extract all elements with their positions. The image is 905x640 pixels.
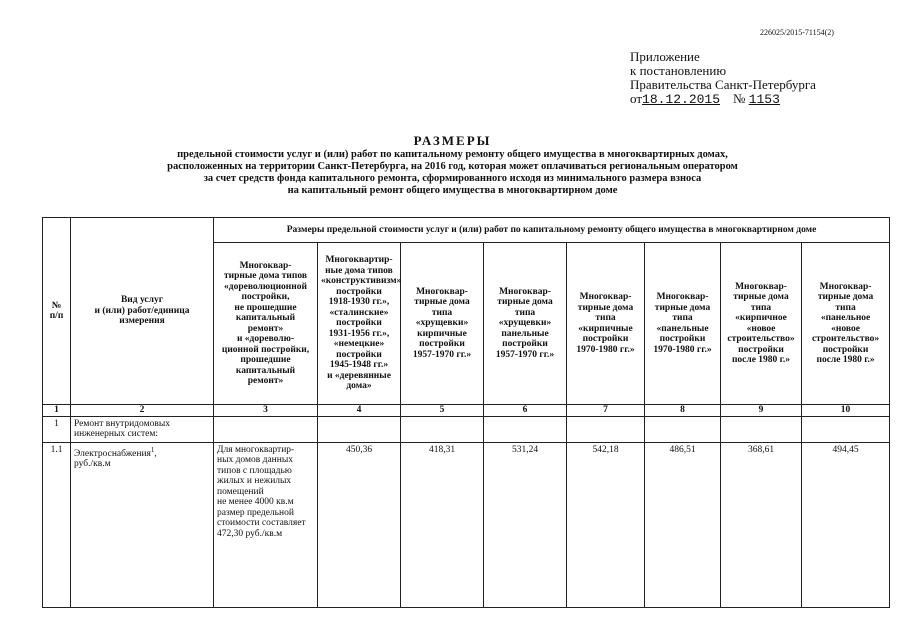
- row-name-text: Электроснабжения: [74, 448, 151, 459]
- col-number: 5: [401, 405, 484, 417]
- value-cell: 450,36: [318, 442, 401, 607]
- col-number: 3: [214, 405, 318, 417]
- title-line4: на капитальный ремонт общего имущества в многоквартирном доме: [287, 185, 618, 196]
- appendix-line1: Приложение: [630, 49, 700, 64]
- cost-table: [42, 217, 890, 608]
- resolution-date: 18.12.2015: [642, 92, 721, 107]
- header-col3: Многоквар- тирные дома типов «дореволюционной постройки, не прошедшие капитальный ремонт» и «дореволю- ционной постройки, прошедшие капитальный ремонт»: [214, 243, 318, 405]
- value-cell: 368,61: [721, 442, 802, 607]
- date-prefix: от: [630, 91, 643, 106]
- col-number: 4: [318, 405, 401, 417]
- row-name: Ремонт внутридомовых инженерных систем:: [71, 416, 214, 442]
- row-name: [71, 442, 214, 607]
- table-row: [43, 442, 890, 607]
- header-number: № п/п: [43, 218, 71, 405]
- header-col8: Многоквар- тирные дома типа «панельные постройки 1970-1980 гг.»: [645, 243, 721, 405]
- table-row: [43, 416, 890, 442]
- value-cell: 531,24: [484, 442, 567, 607]
- header-col6: Многоквар- тирные дома типа «хрущевки» панельные постройки 1957-1970 гг.»: [484, 243, 567, 405]
- col-number: 8: [645, 405, 721, 417]
- header-col7: Многоквар- тирные дома типа «кирпичные постройки 1970-1980 гг.»: [567, 243, 645, 405]
- col-number: 10: [802, 405, 890, 417]
- title-line2: расположенных на территории Санкт-Петербурга, на 2016 год, которая может оплачиваться региональным оператором: [167, 161, 738, 172]
- appendix-line2: к постановлению: [630, 63, 727, 78]
- value-cell: 542,18: [567, 442, 645, 607]
- col-number: 2: [71, 405, 214, 417]
- appendix-date-line: [630, 92, 816, 107]
- row-unit: , руб./кв.м: [74, 448, 157, 470]
- value-cell: 494,45: [802, 442, 890, 607]
- row-number: 1: [43, 416, 71, 442]
- number-prefix: №: [733, 91, 746, 106]
- row-note: Для многоквартир- ных домов данных типов с площадью жилых и нежилых помещений не менее 4000 кв.м размер предельной стоимости составляет 472,30 руб./кв.м: [214, 442, 318, 607]
- title-heading: РАЗМЕРЫ: [413, 133, 492, 148]
- column-number-row: [43, 405, 890, 417]
- title-line1: предельной стоимости услуг и (или) работ по капитальному ремонту общего имущества в многоквартирных домах,: [177, 149, 728, 160]
- appendix-line3: Правительства Санкт-Петербурга: [630, 77, 816, 92]
- resolution-number: 1153: [748, 92, 780, 107]
- header-col4: Многоквартир- ные дома типов «конструктивизм» постройки 1918-1930 гг.», «сталинские» постройки 1931-1956 гг.», «немецкие» постройки 1945-1948 гг.» и «деревянные дома»: [318, 243, 401, 405]
- header-group: Размеры предельной стоимости услуг и (или) работ по капитальному ремонту общего имущества в многоквартирном доме: [214, 218, 890, 243]
- col-number: 1: [43, 405, 71, 417]
- col-number: 9: [721, 405, 802, 417]
- row-number: 1.1: [43, 442, 71, 607]
- header-col5: Многоквар- тирные дома типа «хрущевки» кирпичные постройки 1957-1970 гг.»: [401, 243, 484, 405]
- appendix-block: [630, 50, 816, 107]
- title-line3: за счет средств фонда капитального ремонта, сформированного исходя из минимального размера взноса: [203, 173, 702, 184]
- footnote-ref: 1: [150, 445, 155, 454]
- header-service-type: Вид услуг и (или) работ/единица измерения: [71, 218, 214, 405]
- document-id: 226025/2015-71154(2): [760, 28, 834, 37]
- col-number: 7: [567, 405, 645, 417]
- col-number: 6: [484, 405, 567, 417]
- value-cell: 486,51: [645, 442, 721, 607]
- header-col9: Многоквар- тирные дома типа «кирпичное «новое строительство» постройки после 1980 г.»: [721, 243, 802, 405]
- value-cell: 418,31: [401, 442, 484, 607]
- header-col10: Многоквар- тирные дома типа «панельное «новое строительство» постройки после 1980 г.»: [802, 243, 890, 405]
- document-title: [0, 135, 905, 197]
